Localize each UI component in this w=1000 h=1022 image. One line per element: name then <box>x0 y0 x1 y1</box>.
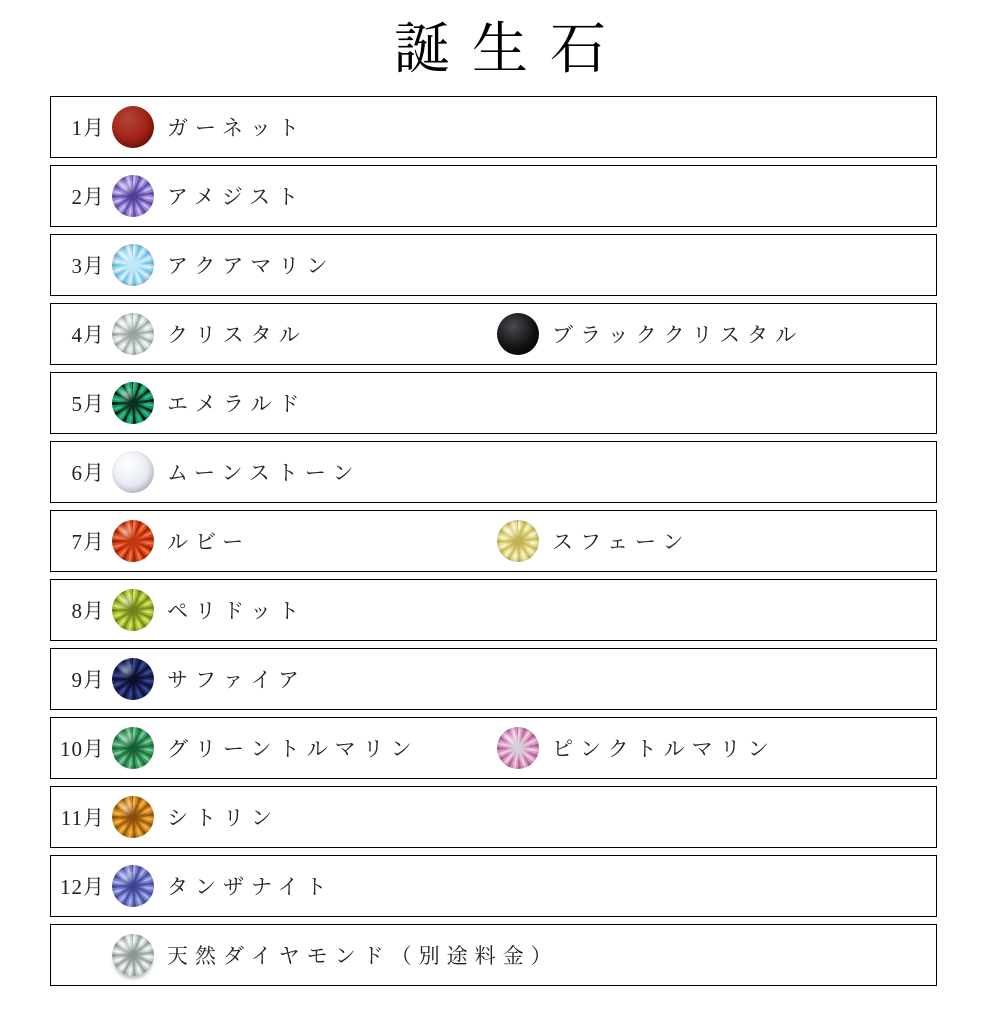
gem-entry-amethyst <box>105 175 305 217</box>
month-label: 5月 <box>71 392 105 416</box>
gem-natural-diamond-icon <box>112 934 154 976</box>
gem-name-label: ムーンストーン <box>167 461 361 485</box>
month-label: 1月 <box>71 116 105 140</box>
gem-ruby-icon <box>112 520 154 562</box>
gem-sapphire-icon <box>112 658 154 700</box>
gem-tanzanite-icon <box>112 865 154 907</box>
gem-entry-green-tourmaline <box>105 727 419 769</box>
gem-citrine-icon <box>112 796 154 838</box>
gem-name-label: 天然ダイヤモンド（別途料金） <box>167 944 559 968</box>
gem-entry-garnet <box>105 106 306 148</box>
birthstone-row <box>50 579 937 641</box>
birthstone-row <box>50 165 937 227</box>
gem-name-label: ガーネット <box>167 116 306 140</box>
gem-name-label: ブラッククリスタル <box>552 323 804 347</box>
month-label: 11月 <box>60 806 105 830</box>
gem-green-tourmaline-icon <box>112 727 154 769</box>
gem-name-label: タンザナイト <box>167 875 334 899</box>
birthstone-row <box>50 924 937 986</box>
month-label: 8月 <box>71 599 105 623</box>
gem-name-label: ピンクトルマリン <box>552 737 776 761</box>
gem-entry-emerald <box>105 382 306 424</box>
month-label: 12月 <box>60 875 105 899</box>
birthstone-row <box>50 303 937 365</box>
gem-name-label: サファイア <box>167 668 306 692</box>
gem-entry-natural-diamond <box>105 934 559 976</box>
gem-pink-tourmaline-icon <box>497 727 539 769</box>
page-title: 誕生石 <box>394 19 628 81</box>
month-label: 7月 <box>71 530 105 554</box>
gem-entry-moonstone <box>105 451 360 493</box>
gem-entry-sphene <box>490 511 691 571</box>
month-label: 9月 <box>71 668 105 692</box>
month-label: 6月 <box>71 461 105 485</box>
birthstone-row <box>50 855 937 917</box>
gem-entry-crystal <box>105 313 307 355</box>
birthstone-row <box>50 510 937 572</box>
gem-name-label: スフェーン <box>552 530 691 554</box>
gem-entry-pink-tourmaline <box>490 718 776 778</box>
gem-name-label: アクアマリン <box>167 254 335 278</box>
gem-name-label: アメジスト <box>167 185 306 209</box>
birthstone-row <box>50 717 937 779</box>
gem-moonstone-icon <box>112 451 154 493</box>
gem-crystal-icon <box>112 313 154 355</box>
birthstone-row <box>50 441 937 503</box>
month-label: 4月 <box>71 323 105 347</box>
birthstone-row <box>50 96 937 158</box>
gem-entry-aquamarine <box>105 244 334 286</box>
gem-aquamarine-icon <box>112 244 154 286</box>
gem-entry-peridot <box>105 589 306 631</box>
gem-entry-ruby <box>105 520 250 562</box>
gem-entry-sapphire <box>105 658 306 700</box>
gem-name-label: グリーントルマリン <box>167 737 419 761</box>
gem-peridot-icon <box>112 589 154 631</box>
gem-name-label: シトリン <box>167 806 279 830</box>
birthstone-row <box>50 786 937 848</box>
gem-emerald-icon <box>112 382 154 424</box>
gem-sphene-icon <box>497 520 539 562</box>
birthstone-row <box>50 648 937 710</box>
gem-name-label: クリスタル <box>167 323 307 347</box>
gem-black-crystal-icon <box>497 313 539 355</box>
month-label: 10月 <box>60 737 105 761</box>
gem-name-label: エメラルド <box>167 392 307 416</box>
gem-name-label: ルビー <box>167 530 251 554</box>
gem-name-label: ペリドット <box>167 599 307 623</box>
birthstone-row <box>50 234 937 296</box>
gem-entry-citrine <box>105 796 279 838</box>
gem-garnet-icon <box>112 106 154 148</box>
month-label: 2月 <box>71 185 105 209</box>
gem-amethyst-icon <box>112 175 154 217</box>
birthstone-list <box>50 96 937 986</box>
month-label: 3月 <box>71 254 105 278</box>
gem-entry-tanzanite <box>105 865 334 907</box>
birthstone-row <box>50 372 937 434</box>
gem-entry-black-crystal <box>490 304 803 364</box>
